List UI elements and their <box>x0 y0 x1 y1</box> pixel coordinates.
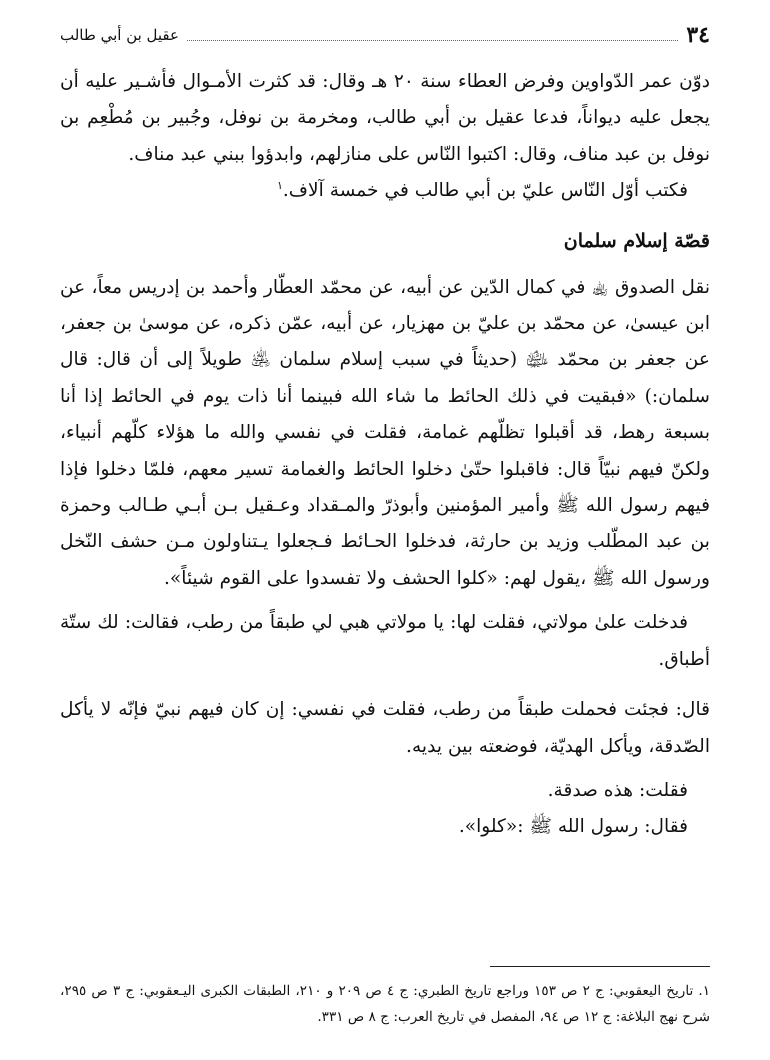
story-paragraph: فقلت: هذه صدقة. <box>547 779 688 801</box>
main-text <box>60 64 710 846</box>
section-heading: قصّة إسلام سلمان <box>563 229 710 252</box>
header-dotted-leader <box>187 30 678 41</box>
page-number: ٣٤ <box>686 22 710 48</box>
footnote-reference[interactable]: ١ <box>276 179 283 193</box>
intro-sentence: فكتب أوّل النّاس عليّ بن أبي طالب في خمسة آلاف. <box>282 180 688 202</box>
footnote-block <box>60 978 710 1030</box>
story-paragraph: نقل الصدوق ﵀ في كمال الدّين عن أبيه، عن محمّد العطّار وأحمد بن إدريس معاً، عن ابن عيسىٰ، عن محمّد بن عليّ بن مهزيار، عن أبيه، عمّن ذكره، عن موسىٰ بن جعفر، عن جعفر بن محمّد ﵉ (حديثاً في سبب إسلام سلمان ﵁ طويلاً إلى أن قال: قال سلمان:) «فبقيت في ذلك الحائط ما شاء الله فبينما أنا ذات يوم في الحائط إذا أنا بسبعة رهط، قد أقبلوا تظلّهم غمامة، فقلت في نفسي والله ما هؤلاء كلّهم أنبياء، ولكنّ فيهم نبيّاً قال: فاقبلوا حتّىٰ دخلوا الحائط والغمامة تسير معهم، فلمّا دخلوا فإذا فيهم رسول الله ﷺ وأمير المؤمنين وأبوذرّ والمـقداد وعـقيل بـن أبـي طـالب وحمزة بن عبد المطّلب وزيد بن حارثة، فدخلوا الحـائط فـجعلوا يـتناولون مـن حشف النّخل ورسول الله ﷺ ،يقول لهم: «كلوا الحشف ولا تفسدوا على القوم شيئاً». <box>60 276 710 589</box>
story-paragraph: فدخلت علىٰ مولاتي، فقلت لها: يا مولاتي هبي لي طبقاً من رطب، فقالت: لك ستّة أطباق. <box>60 612 710 670</box>
intro-paragraph <box>60 173 710 209</box>
running-title: عقيل بن أبي طالب <box>60 26 179 44</box>
intro-paragraph: دوّن عمر الدّواوين وفرض العطاء سنة ٢٠ هـ وقال: قد كثرت الأمـوال فأشـير عليه أن يجعل عليه ديواناً، فدعا عقيل بن أبي طالب، ومخرمة بن نوفل، وجُبير بن مُطْعِم بن نوفل بن عبد مناف، وقال: اكتبوا النّاس على منازلهم، وابدؤوا ببني عبد مناف. <box>60 71 710 165</box>
page-header <box>60 18 710 52</box>
story-paragraph: قال: فجئت فحملت طبقاً من رطب، فقلت في نفسي: إن كان فيهم نبيّ فإنّه لا يأكل الصّدقة، ويأكل الهديّة، فوضعته بين يديه. <box>60 699 710 757</box>
footnote-separator <box>490 966 710 967</box>
footnote-text: ١. تاريخ اليعقوبي: ج ٢ ص ١٥٣ وراجع تاريخ الطبري: ج ٤ ص ٢٠٩ و ٢١٠، الطبقات الكبرى اليـعقوبي: ج ٣ ص ٢٩٥، شرح نهج البلاغة: ج ١٢ ص ٩٤، المفصل في تاريخ العرب: ج ٨ ص ٣٣١. <box>60 983 711 1025</box>
story-paragraph: فقال: رسول الله ﷺ :«كلوا». <box>458 816 688 838</box>
